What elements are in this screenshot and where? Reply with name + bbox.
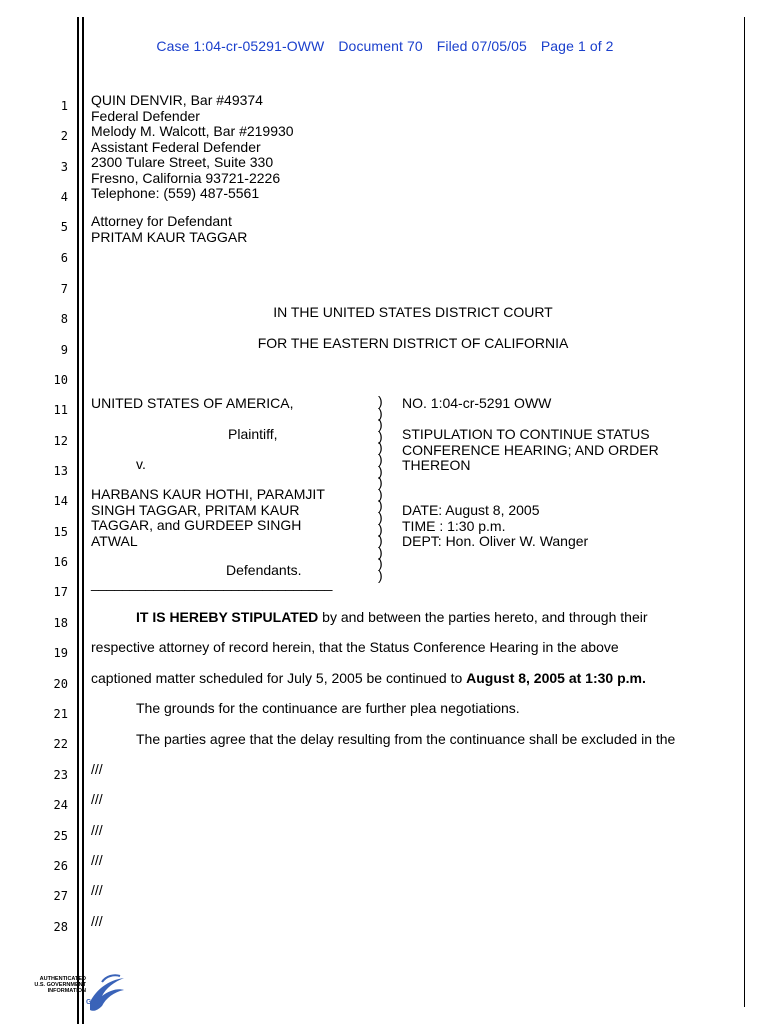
pleading-margin-line-outer: [77, 17, 79, 1024]
document-title: [402, 427, 659, 474]
stipulation-lead: IT IS HEREBY STIPULATED: [136, 609, 319, 625]
assistant-name: Melody M. Walcott, Bar #219930: [91, 123, 294, 139]
stipulation-line-1: [136, 609, 648, 625]
line-number: 8: [60, 312, 68, 326]
attorney-for-block: [91, 214, 247, 245]
line-number: 5: [60, 220, 68, 234]
line-number: 14: [53, 494, 68, 508]
seal-text-line: INFORMATION: [47, 988, 86, 994]
pleading-margin-line-inner: [82, 17, 84, 1024]
caption-defendants-line: ATWAL: [91, 532, 138, 549]
caption-versus: v.: [136, 456, 146, 472]
filing-header: [0, 38, 770, 54]
line-number: 4: [60, 190, 68, 204]
stipulation-text: by and between the parties hereto, and through their: [318, 609, 648, 625]
line-number: 17: [53, 585, 68, 599]
header-case-number: Case 1:04-cr-05291-OWW: [156, 38, 325, 54]
client-name: PRITAM KAUR TAGGAR: [91, 228, 248, 245]
line-number: 9: [60, 343, 68, 357]
document-title-line: THEREON: [402, 457, 471, 473]
seal-text-line: U.S. GOVERNMENT: [34, 982, 86, 988]
attorney-for-label: Attorney for Defendant: [91, 213, 232, 229]
line-number: 13: [53, 464, 68, 478]
counsel-block: [91, 93, 294, 202]
counsel-name: QUIN DENVIR, Bar #49374: [91, 92, 263, 108]
delay-paragraph: The parties agree that the delay resulting from the continuance shall be excluded in the: [136, 731, 676, 747]
continuation-slash: ///: [91, 761, 103, 777]
line-number: 23: [53, 768, 68, 782]
hearing-date: DATE: August 8, 2005: [402, 502, 540, 518]
counsel-city: Fresno, California 93721-2226: [91, 169, 281, 186]
line-number: 19: [53, 646, 68, 660]
line-number: 20: [53, 677, 68, 691]
stipulation-line-2: respective attorney of record herein, that the Status Conference Hearing in the above: [91, 639, 619, 655]
counsel-phone: Telephone: (559) 487-5561: [91, 185, 260, 201]
header-filed-date: Filed 07/05/05: [436, 38, 527, 54]
new-hearing-date: August 8, 2005 at 1:30 p.m.: [466, 670, 646, 686]
caption-plaintiff-role: Plaintiff,: [228, 426, 278, 442]
line-number: 26: [53, 859, 68, 873]
hearing-details: [402, 503, 588, 550]
stipulation-line-3: [91, 670, 646, 686]
stipulation-text: captioned matter scheduled for July 5, 2005 be continued to: [91, 670, 467, 686]
line-number: 3: [60, 160, 68, 174]
line-number: 22: [53, 737, 68, 751]
line-number: 2: [60, 129, 68, 143]
assistant-title: Assistant Federal Defender: [91, 138, 261, 155]
caption-defendants-line: TAGGAR, and GURDEEP SINGH: [91, 517, 302, 533]
continuation-slash: ///: [91, 791, 103, 807]
caption-rule: _______________________________: [91, 575, 333, 591]
continuation-slash: ///: [91, 882, 103, 898]
line-number: 18: [53, 616, 68, 630]
counsel-street: 2300 Tulare Street, Suite 330: [91, 154, 274, 170]
header-document-number: Document 70: [338, 38, 423, 54]
caption-defendants-line: SINGH TAGGAR, PRITAM KAUR: [91, 501, 300, 518]
line-number: 24: [53, 798, 68, 812]
pleading-margin-line-right: [744, 17, 745, 1007]
court-name: IN THE UNITED STATES DISTRICT COURT: [273, 304, 553, 320]
line-number: 28: [53, 920, 68, 934]
continuation-slash: ///: [91, 852, 103, 868]
caption-plaintiff: UNITED STATES OF AMERICA,: [91, 395, 294, 411]
gpo-authentication-seal: [34, 972, 128, 1016]
counsel-title: Federal Defender: [91, 107, 200, 124]
continuation-slash: ///: [91, 822, 103, 838]
caption-parentheses: ) ) ) ) ) ) ) ) ) ) ) ) ) ) ) ): [378, 393, 383, 583]
grounds-paragraph: The grounds for the continuance are further plea negotiations.: [136, 700, 520, 716]
line-number: 12: [53, 434, 68, 448]
caption-defendants: [91, 487, 325, 549]
court-district: FOR THE EASTERN DISTRICT OF CALIFORNIA: [257, 335, 569, 351]
line-number: 16: [53, 555, 68, 569]
document-title-line: CONFERENCE HEARING; AND ORDER: [402, 441, 659, 458]
header-page-count: Page 1 of 2: [540, 38, 614, 54]
hearing-dept: DEPT: Hon. Oliver W. Wanger: [402, 533, 589, 549]
seal-text-line: AUTHENTICATED: [39, 976, 86, 982]
line-number: 7: [60, 282, 68, 296]
line-number: 21: [53, 707, 68, 721]
line-number: 11: [53, 403, 68, 417]
caption-defendants-role: Defendants.: [226, 562, 302, 578]
document-title-line: STIPULATION TO CONTINUE STATUS: [402, 426, 650, 442]
case-number: NO. 1:04-cr-5291 OWW: [402, 395, 552, 411]
line-number: 10: [53, 373, 68, 387]
continuation-slash: ///: [91, 913, 103, 929]
hearing-time: TIME : 1:30 p.m.: [402, 517, 506, 534]
seal-gpo-mark: GPO: [86, 999, 102, 1006]
eagle-icon: [44, 972, 128, 1016]
caption-defendants-line: HARBANS KAUR HOTHI, PARAMJIT: [91, 486, 325, 502]
line-number: 1: [60, 99, 68, 113]
line-number: 27: [53, 889, 68, 903]
line-number: 6: [60, 251, 68, 265]
line-number: 25: [53, 829, 68, 843]
line-number: 15: [53, 525, 68, 539]
